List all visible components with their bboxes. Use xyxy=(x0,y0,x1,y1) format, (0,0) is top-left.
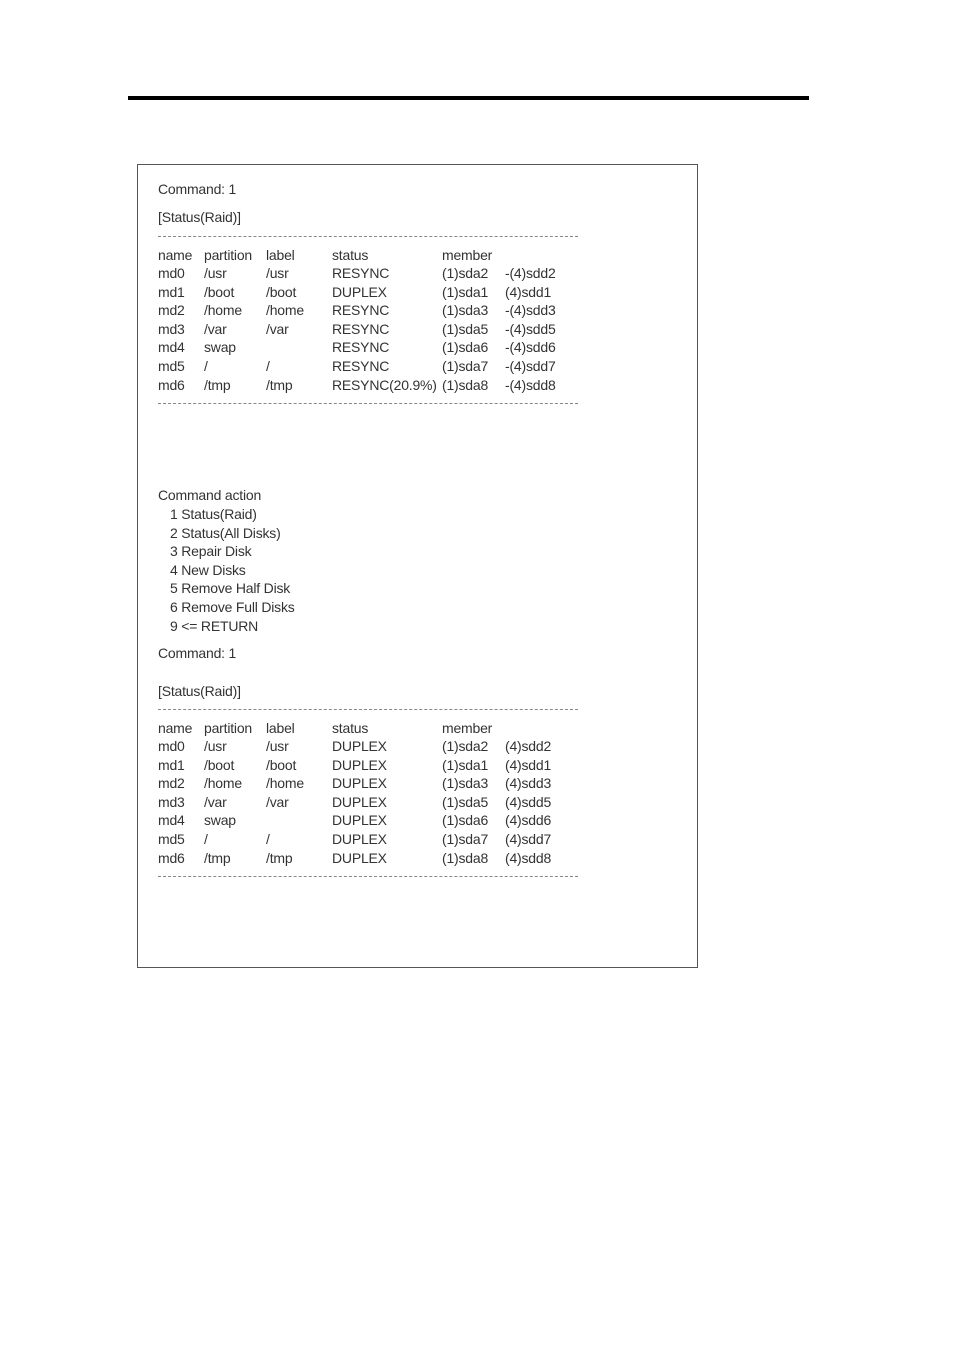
table-cell: md3 xyxy=(158,320,185,337)
table-cell: /var xyxy=(204,793,227,810)
table-cell: (4)sdd2 xyxy=(505,738,552,754)
table-cell: (1)sda6 xyxy=(442,339,489,356)
table-cell: -(4)sdd3 xyxy=(505,302,556,319)
table-cell: /home xyxy=(266,775,304,792)
table-cell: DUPLEX xyxy=(332,812,387,829)
table-cell: (1)sda8 xyxy=(442,376,489,393)
table-cell: (1)sda2 xyxy=(442,265,489,281)
table-cell: (1)sda2 xyxy=(442,738,489,754)
table-cell: -(4)sdd7 xyxy=(505,358,556,374)
separator-line xyxy=(158,236,578,237)
table-cell: md1 xyxy=(158,283,185,300)
column-header: status xyxy=(332,247,369,263)
section-title-1: [Status(Raid)] xyxy=(158,209,241,225)
table-cell: md2 xyxy=(158,302,185,319)
table-cell: DUPLEX xyxy=(332,775,387,792)
table-cell: -(4)sdd6 xyxy=(505,339,556,356)
separator-line xyxy=(158,709,578,710)
table-cell: md2 xyxy=(158,775,185,792)
table-cell: RESYNC xyxy=(332,302,390,319)
table-cell: RESYNC xyxy=(332,358,390,374)
table-cell: -(4)sdd8 xyxy=(505,376,556,393)
table-cell: /tmp xyxy=(204,849,231,866)
table-cell: (1)sda3 xyxy=(442,302,489,319)
column-header: partition xyxy=(204,720,253,736)
table-cell: (1)sda5 xyxy=(442,320,489,337)
table-cell: md4 xyxy=(158,812,185,829)
column-header: label xyxy=(266,247,295,263)
menu-item: 9 <= RETURN xyxy=(170,617,259,634)
menu-item: 4 New Disks xyxy=(170,561,246,578)
table-cell: /boot xyxy=(204,283,235,300)
column-header: member xyxy=(442,720,493,736)
table-cell: (4)sdd3 xyxy=(505,775,552,792)
table-cell: /usr xyxy=(266,738,289,754)
table-cell: md1 xyxy=(158,756,185,773)
column-header: name xyxy=(158,247,193,263)
section-title-2: [Status(Raid)] xyxy=(158,683,241,699)
table-cell: (1)sda7 xyxy=(442,358,489,374)
table-cell: DUPLEX xyxy=(332,756,387,773)
table-cell: (1)sda7 xyxy=(442,831,489,847)
table-cell: /boot xyxy=(266,283,297,300)
column-header: name xyxy=(158,720,193,736)
table-cell: /home xyxy=(204,302,242,319)
table-cell: (4)sdd8 xyxy=(505,849,552,866)
table-cell: md6 xyxy=(158,849,185,866)
column-header: partition xyxy=(204,247,253,263)
table-cell: md5 xyxy=(158,358,185,374)
table-cell: (1)sda8 xyxy=(442,849,489,866)
table-cell: /boot xyxy=(204,756,235,773)
menu-item: 5 Remove Half Disk xyxy=(170,580,291,597)
table-cell: /var xyxy=(266,793,289,810)
separator-line xyxy=(158,876,578,877)
column-header: label xyxy=(266,720,295,736)
table-cell: /usr xyxy=(204,265,227,281)
table-cell: RESYNC xyxy=(332,265,390,281)
table-cell: / xyxy=(204,831,208,847)
table-cell: /tmp xyxy=(204,376,231,393)
menu-item: 6 Remove Full Disks xyxy=(170,599,295,615)
table-cell: /home xyxy=(266,302,304,319)
table-cell: /var xyxy=(266,320,289,337)
table-cell: -(4)sdd2 xyxy=(505,265,556,281)
table-cell: (1)sda3 xyxy=(442,775,489,792)
table-cell: /home xyxy=(204,775,242,792)
table-cell: (1)sda6 xyxy=(442,812,489,829)
table-cell: (1)sda1 xyxy=(442,283,489,300)
table-cell: md3 xyxy=(158,793,185,810)
command-prompt-2: Command: 1 xyxy=(158,645,237,661)
table-cell: (4)sdd6 xyxy=(505,812,552,829)
table-cell: DUPLEX xyxy=(332,831,387,847)
table-cell: /var xyxy=(204,320,227,337)
table-cell: / xyxy=(266,358,270,374)
table-cell: (4)sdd1 xyxy=(505,756,552,773)
separator-line xyxy=(158,403,578,404)
table-cell: DUPLEX xyxy=(332,849,387,866)
menu-item: 3 Repair Disk xyxy=(170,543,252,560)
table-cell: (1)sda1 xyxy=(442,756,489,773)
table-cell: md6 xyxy=(158,376,185,393)
table-cell: RESYNC xyxy=(332,320,390,337)
table-cell: -(4)sdd5 xyxy=(505,320,556,337)
table-cell: / xyxy=(204,358,208,374)
table-cell: RESYNC(20.9%) xyxy=(332,376,437,393)
table-cell: md0 xyxy=(158,265,185,281)
table-cell: /tmp xyxy=(266,849,293,866)
table-cell: /boot xyxy=(266,756,297,773)
column-header: member xyxy=(442,247,493,263)
menu-title: Command action xyxy=(158,487,262,503)
table-cell: (4)sdd5 xyxy=(505,793,552,810)
menu-item: 2 Status(All Disks) xyxy=(170,524,281,541)
table-cell: md0 xyxy=(158,738,185,754)
table-cell: RESYNC xyxy=(332,339,390,356)
table-cell: swap xyxy=(204,812,236,829)
table-cell: md5 xyxy=(158,831,185,847)
table-cell: /tmp xyxy=(266,376,293,393)
table-cell: DUPLEX xyxy=(332,793,387,810)
table-cell: /usr xyxy=(204,738,227,754)
column-header: status xyxy=(332,720,369,736)
table-cell: / xyxy=(266,831,270,847)
table-cell: DUPLEX xyxy=(332,283,387,300)
header-rule xyxy=(128,96,809,100)
command-prompt-1: Command: 1 xyxy=(158,181,237,197)
table-cell: (1)sda5 xyxy=(442,793,489,810)
table-cell: swap xyxy=(204,339,236,356)
table-cell: (4)sdd1 xyxy=(505,283,552,300)
table-cell: DUPLEX xyxy=(332,738,387,754)
table-cell: (4)sdd7 xyxy=(505,831,552,847)
menu-item: 1 Status(Raid) xyxy=(170,506,257,522)
table-cell: md4 xyxy=(158,339,185,356)
table-cell: /usr xyxy=(266,265,289,281)
